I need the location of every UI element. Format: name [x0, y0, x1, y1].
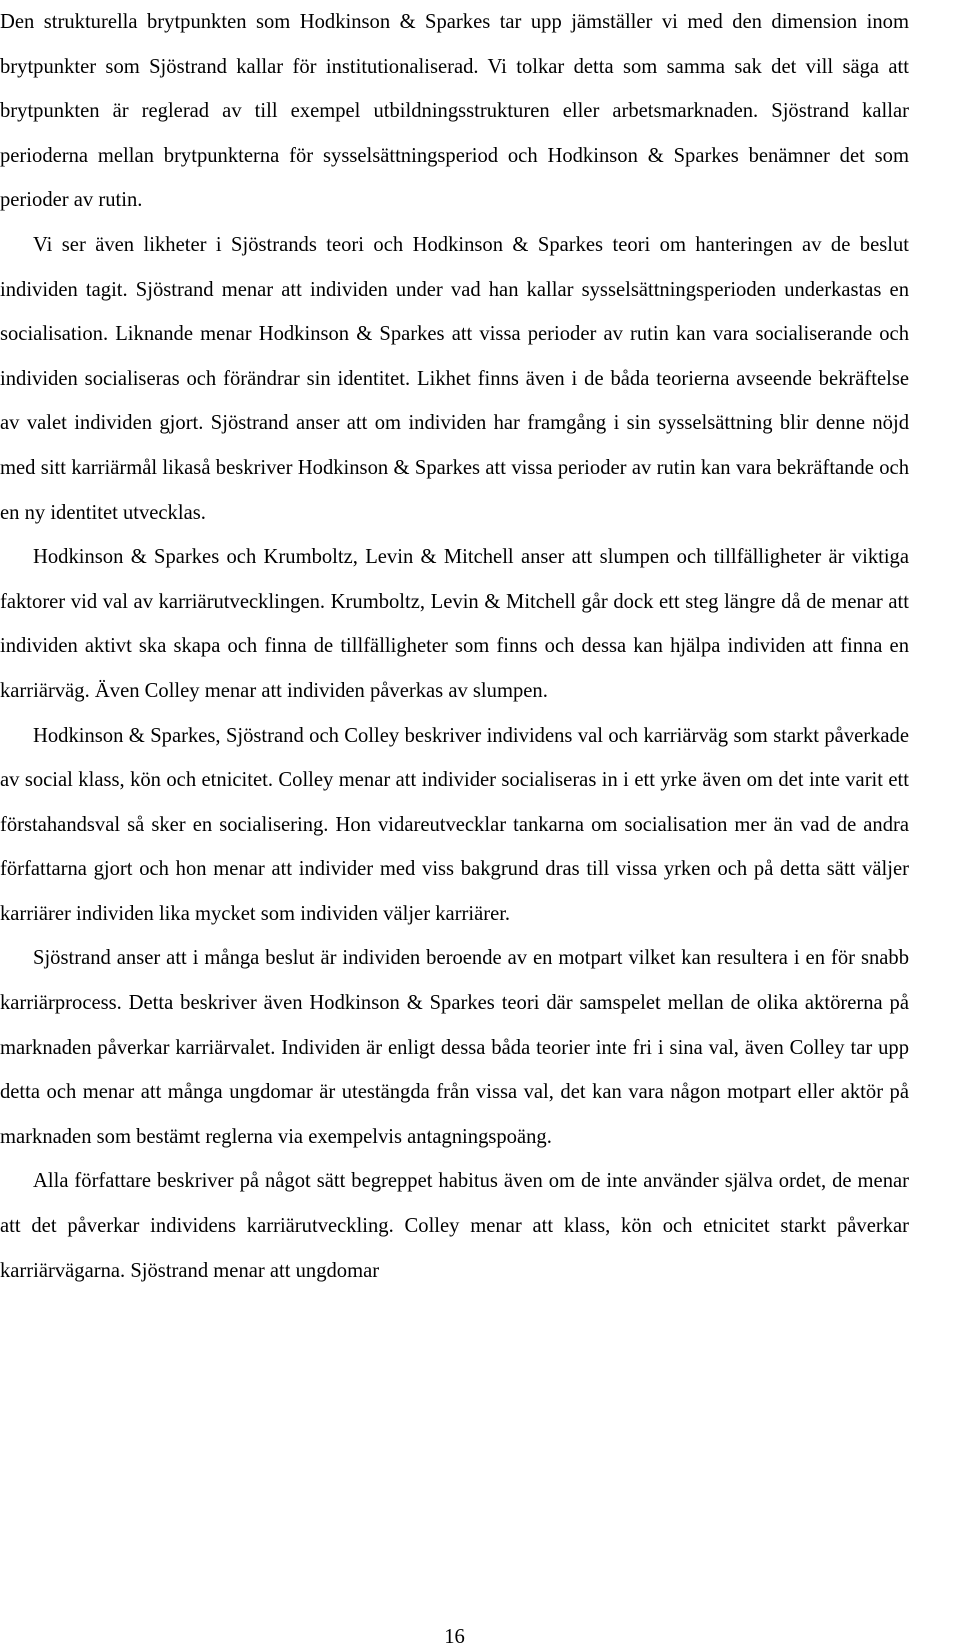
paragraph-6: Alla författare beskriver på något sätt begreppet habitus även om de inte använder själva ordet, de menar att det påverkar individens karriärutveckling. Colley menar att klass, kön och etnicitet starkt påverkar karriärvägarna. Sjöstrand menar att ungdomar: [0, 1170, 909, 1282]
paragraph-3: Hodkinson & Sparkes och Krumboltz, Levin & Mitchell anser att slumpen och tillfälligheter är viktiga faktorer vid val av karriärutvecklingen. Krumboltz, Levin & Mitchell går dock ett steg längre då de menar att individen aktivt ska skapa och finna de tillfälligheter som finns och dessa kan hjälpa individen att finna en karriärväg. Även Colley menar att individen påverkas av slumpen.: [0, 546, 909, 702]
paragraph-5: Sjöstrand anser att i många beslut är individen beroende av en motpart vilket kan resultera i en för snabb karriärprocess. Detta beskriver även Hodkinson & Sparkes teori där samspelet mellan de olika aktörerna på marknaden påverkar karriärvalet. Individen är enligt dessa båda teorier inte fri i sina val, även Colley tar upp detta och menar att många ungdomar är utestängda från vissa val, det kan vara någon motpart eller aktör på marknaden som bestämt reglerna via exempelvis antagningspoäng.: [0, 947, 909, 1148]
page-number: 16: [444, 1626, 465, 1648]
paragraph-1: Den strukturella brytpunkten som Hodkinson & Sparkes tar upp jämställer vi med den dimension inom brytpunkter som Sjöstrand kallar för institutionaliserad. Vi tolkar detta som samma sak det vill säga att brytpunkten är reglerad av till exempel utbildningsstrukturen eller arbetsmarknaden. Sjöstrand kallar perioderna mellan brytpunkterna för sysselsättningsperiod och Hodkinson & Sparkes benämner det som perioder av rutin.: [0, 11, 909, 212]
paragraph-4: Hodkinson & Sparkes, Sjöstrand och Colley beskriver individens val och karriärväg som starkt påverkade av social klass, kön och etnicitet. Colley menar att individer socialiseras in i ett yrke även om det inte varit ett förstahandsval så sker en socialisering. Hon vidareutvecklar tankarna om socialisation mer än vad de andra författarna gjort och hon menar att individer med viss bakgrund dras till vissa yrken och på detta sätt väljer karriärer individen lika mycket som individen väljer karriärer.: [0, 724, 909, 925]
paragraph-2: Vi ser även likheter i Sjöstrands teori och Hodkinson & Sparkes teori om hanteringen av de beslut individen tagit. Sjöstrand menar att individen under vad han kallar sysselsättningsperioden underkastas en socialisation. Liknande menar Hodkinson & Sparkes att vissa perioder av rutin kan vara socialiserande och individen socialiseras och förändrar sin identitet. Likhet finns även i de båda teorierna avseende bekräftelse av valet individen gjort. Sjöstrand anser att om individen har framgång i sin sysselsättning blir denne nöjd med sitt karriärmål likaså beskriver Hodkinson & Sparkes att vissa perioder av rutin kan vara bekräftande och en ny identitet utvecklas.: [0, 233, 909, 524]
